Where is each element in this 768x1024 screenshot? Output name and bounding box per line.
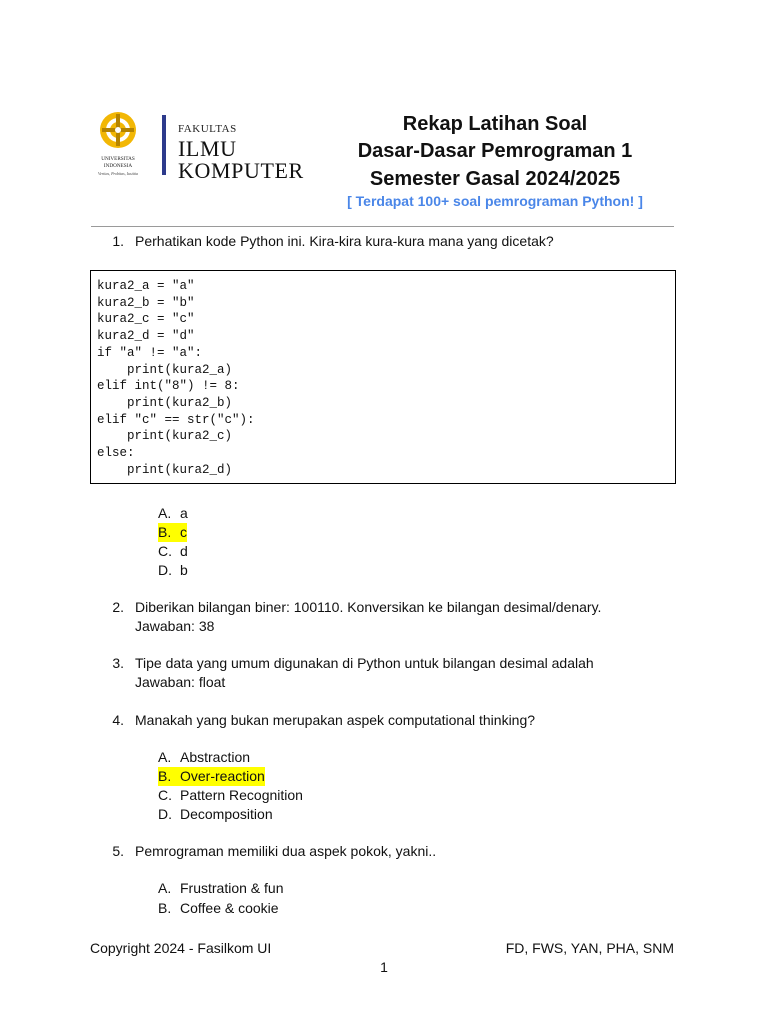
document-title-line-1: Rekap Latihan Soal bbox=[402, 113, 588, 135]
question-5-option-a-letter: A. bbox=[158, 880, 172, 896]
universitas-indonesia-logo bbox=[92, 108, 144, 190]
question-4-option-a-text: Abstraction bbox=[180, 749, 251, 765]
question-4-option-c-text: Pattern Recognition bbox=[180, 787, 303, 803]
document-title-line-3: Semester Gasal 2024/2025 bbox=[369, 168, 621, 190]
question-4-option-d-letter: D. bbox=[158, 806, 172, 822]
question-4-option-d-text: Decomposition bbox=[180, 806, 273, 822]
faculty-name-line1: ILMU bbox=[178, 136, 237, 161]
svg-text:Veritas, Probitas, Iustitia: Veritas, Probitas, Iustitia bbox=[97, 171, 139, 176]
question-5-text: Pemrograman memiliki dua aspek pokok, yakni.. bbox=[135, 843, 437, 859]
makara-emblem-icon bbox=[100, 112, 136, 148]
question-5-option-b-text: Coffee & cookie bbox=[180, 900, 279, 916]
question-5-option-a-text: Frustration & fun bbox=[180, 880, 284, 896]
faculty-logo-divider bbox=[162, 115, 166, 175]
question-4-text: Manakah yang bukan merupakan aspek computational thinking? bbox=[135, 712, 536, 728]
question-1-option-a-text: a bbox=[180, 505, 188, 521]
question-3-text: Tipe data yang umum digunakan di Python untuk bilangan desimal adalah bbox=[135, 655, 594, 671]
document-subtitle: [ Terdapat 100+ soal pemrograman Python! ] bbox=[347, 193, 643, 209]
document-title-line-2: Dasar-Dasar Pemrograman 1 bbox=[357, 140, 633, 162]
svg-text:UNIVERSITAS: UNIVERSITAS bbox=[101, 156, 135, 162]
faculty-label-small: FAKULTAS bbox=[178, 123, 237, 135]
question-4-option-a-letter: A. bbox=[158, 749, 172, 765]
question-1-option-c-text: d bbox=[180, 543, 188, 559]
question-4-option-c-letter: C. bbox=[158, 787, 172, 803]
question-1-text: Perhatikan kode Python ini. Kira-kira kura-kura mana yang dicetak? bbox=[135, 233, 554, 249]
question-4-option-b-highlighted bbox=[158, 767, 265, 786]
question-4-number: 4. bbox=[112, 712, 124, 728]
question-4-option-b-letter: B. bbox=[158, 768, 172, 784]
faculty-name-line2: KOMPUTER bbox=[178, 158, 304, 183]
code-listing: kura2_a = "a" kura2_b = "b" kura2_c = "c" kura2_d = "d" if "a" != "a": print(kura2_a) elif int("8") != 8: print(kura2_b) elif "c" == str("c"): print(kura2_c) else: print(kura2_d) bbox=[97, 279, 255, 477]
question-1-option-b-text: c bbox=[180, 524, 187, 540]
question-1-option-b-letter: B. bbox=[158, 524, 172, 540]
footer-authors: FD, FWS, YAN, PHA, SNM bbox=[505, 940, 674, 956]
header-divider bbox=[91, 226, 674, 227]
question-2-answer: Jawaban: 38 bbox=[135, 618, 215, 634]
question-1-number: 1. bbox=[112, 233, 124, 249]
svg-text:INDONESIA: INDONESIA bbox=[103, 163, 133, 169]
question-3-answer: Jawaban: float bbox=[135, 674, 226, 690]
code-block bbox=[90, 270, 676, 484]
question-2-number: 2. bbox=[112, 599, 124, 615]
question-2-text: Diberikan bilangan biner: 100110. Konversikan ke bilangan desimal/denary. bbox=[135, 599, 602, 615]
question-5-number: 5. bbox=[112, 843, 124, 859]
question-3-number: 3. bbox=[112, 655, 124, 671]
question-1-option-a-letter: A. bbox=[158, 505, 172, 521]
question-1-option-b-highlighted bbox=[158, 523, 187, 542]
question-1-option-c-letter: C. bbox=[158, 543, 172, 559]
question-1-option-d-letter: D. bbox=[158, 562, 172, 578]
footer-copyright: Copyright 2024 - Fasilkom UI bbox=[90, 940, 272, 956]
page-number: 1 bbox=[380, 959, 388, 975]
question-4-option-b-text: Over-reaction bbox=[180, 768, 265, 784]
question-5-option-b-letter: B. bbox=[158, 900, 172, 916]
question-1-option-d-text: b bbox=[180, 562, 188, 578]
